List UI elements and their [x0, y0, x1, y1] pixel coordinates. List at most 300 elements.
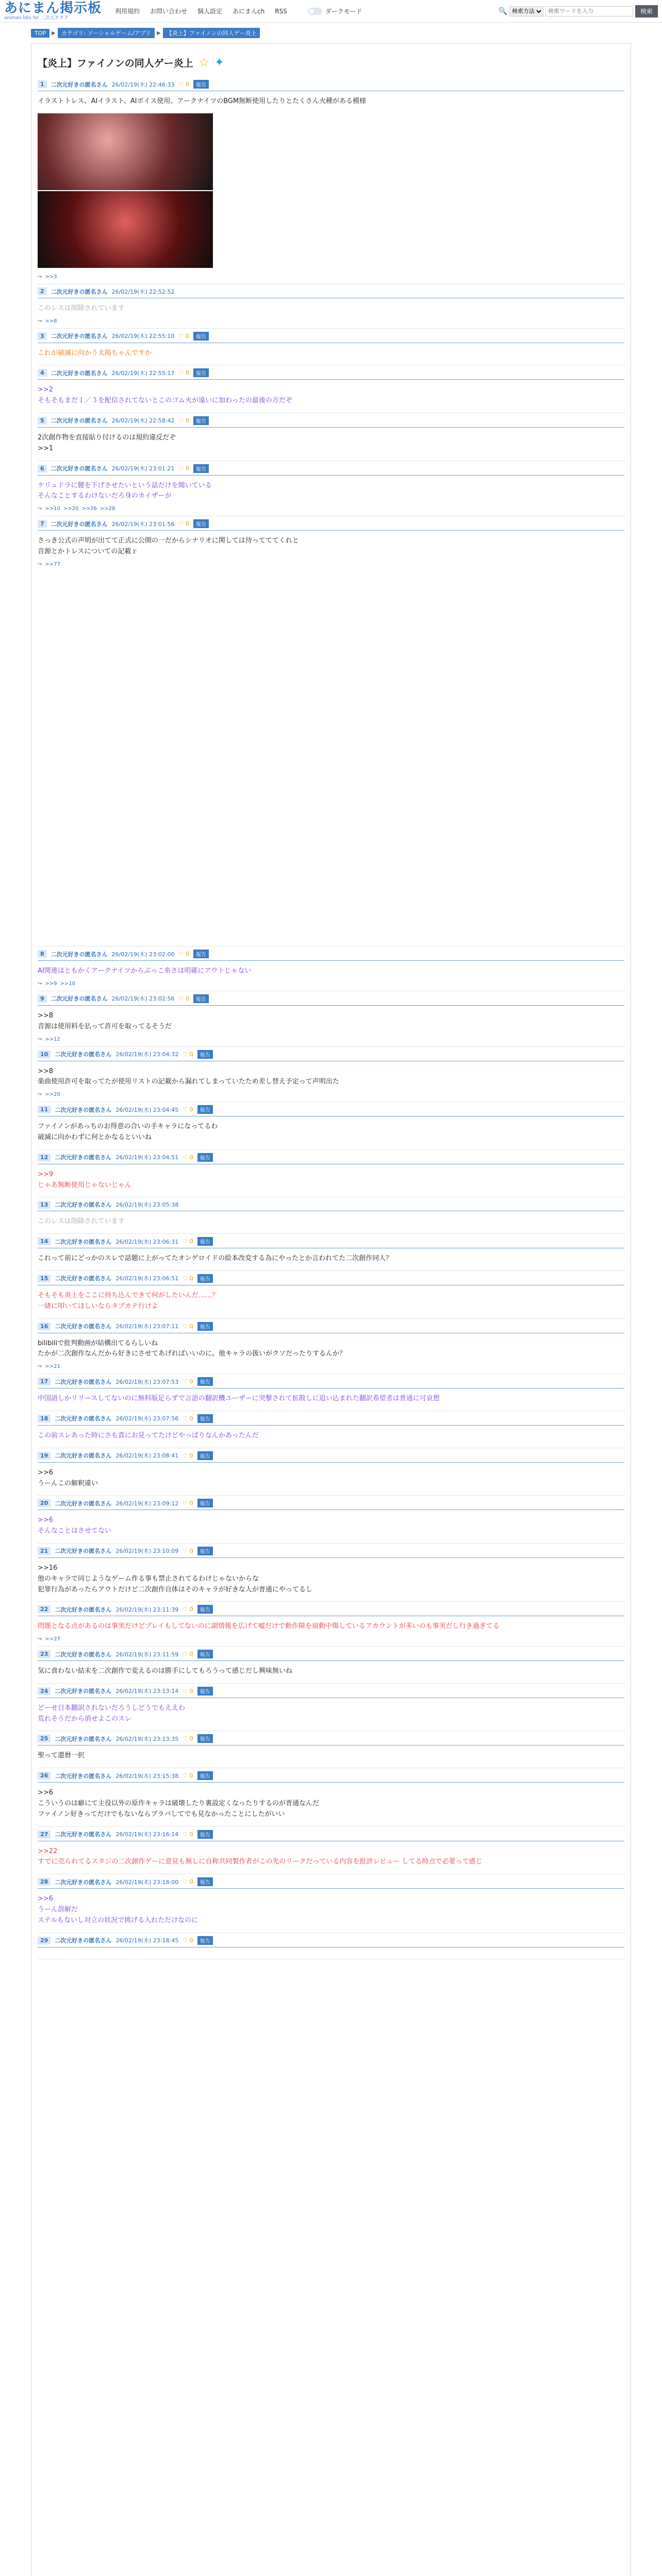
- post-number[interactable]: 11: [38, 1106, 51, 1113]
- heart-icon: ♡: [183, 1547, 188, 1554]
- post-date: 26/02/19(木) 23:04:45: [115, 1106, 179, 1113]
- post-23: [38, 1647, 624, 1684]
- post-5: [38, 413, 624, 461]
- report-button[interactable]: 報告: [197, 1771, 213, 1780]
- dark-mode-switch[interactable]: [308, 8, 322, 15]
- post-body: このレスは削除されています: [38, 1217, 125, 1226]
- post-number[interactable]: 24: [38, 1687, 51, 1695]
- nav-animanch[interactable]: あにまんch: [233, 8, 265, 15]
- post-date: 26/02/19(木) 23:11:59: [115, 1651, 179, 1658]
- post-number[interactable]: 17: [38, 1378, 51, 1385]
- post-meta: [38, 1274, 624, 1285]
- search-area: [499, 5, 658, 18]
- good-button[interactable]: [183, 1548, 193, 1554]
- post-number[interactable]: 22: [38, 1605, 51, 1613]
- report-button[interactable]: 報告: [197, 1050, 213, 1059]
- heart-icon: ♡: [183, 1687, 188, 1694]
- good-count: 0: [189, 1050, 193, 1058]
- post-meta: [38, 332, 624, 343]
- post-body: どーせ日本翻訳されないだろうしどうでもええわ 荒れそうだから消せよこのスレ: [38, 1704, 186, 1723]
- good-button[interactable]: [183, 1378, 193, 1385]
- post-number[interactable]: 3: [38, 332, 47, 340]
- post-29: [38, 1933, 624, 1959]
- post-meta: [38, 994, 624, 1006]
- nav-contact[interactable]: お問い合わせ: [150, 8, 188, 15]
- reply-link[interactable]: >>12: [45, 1036, 60, 1042]
- heart-icon: ♡: [183, 1831, 188, 1838]
- post-date: 26/02/19(木) 23:08:41: [115, 1452, 179, 1460]
- post-body: >>6 そんなことはさせてない: [38, 1516, 112, 1535]
- post-meta: [38, 1237, 624, 1248]
- post-date: 26/02/19(木) 23:06:51: [115, 1275, 179, 1282]
- post-12: [38, 1150, 624, 1198]
- report-button[interactable]: 報告: [193, 950, 209, 958]
- breadcrumb-thread[interactable]: 【炎上】ファイノンの同人ゲー炎上: [163, 28, 260, 38]
- post-body: ケリュドラに腰を下げさせたいという話だけを聞いている そんなことするわけないだろ身のカイザーが: [38, 481, 212, 500]
- heart-icon: ♡: [183, 1154, 188, 1161]
- post-number[interactable]: 19: [38, 1452, 51, 1460]
- post-body: これって前にどっかのスレで話題に上がってたオンゲロイドの絵本改変する為にやったとか言われてた二次創作同人？: [38, 1255, 393, 1263]
- search-icon: 🔍: [498, 7, 507, 15]
- post-16: [38, 1319, 624, 1375]
- reply-link[interactable]: >>77: [45, 561, 60, 567]
- reply-icon: ↪: [38, 561, 42, 567]
- post-number[interactable]: 6: [38, 465, 47, 472]
- report-button[interactable]: 報告: [197, 1650, 213, 1658]
- poster-name: 二次元好きの匿名さん: [55, 1452, 112, 1460]
- heart-icon: ♡: [178, 995, 184, 1002]
- good-button[interactable]: [183, 1415, 193, 1422]
- post-date: 26/02/19(木) 23:10:09: [115, 1548, 179, 1555]
- report-button[interactable]: 報告: [197, 1877, 213, 1886]
- post-body: [38, 1947, 624, 1955]
- report-button[interactable]: 報告: [197, 1274, 213, 1283]
- report-button[interactable]: 報告: [197, 1451, 213, 1460]
- breadcrumb-top[interactable]: TOP: [31, 29, 49, 38]
- poster-name: 二次元好きの匿名さん: [55, 1106, 112, 1113]
- good-button[interactable]: [179, 520, 189, 527]
- post-date: 26/02/19(木) 22:55:17: [111, 369, 175, 377]
- thread-title-row: [38, 44, 624, 77]
- good-button[interactable]: [183, 1735, 193, 1742]
- post-date: 26/02/19(木) 23:01:56: [111, 520, 175, 528]
- nav-terms[interactable]: 利用規約: [115, 8, 140, 15]
- reply-link[interactable]: >>8: [45, 318, 57, 324]
- post-number[interactable]: 25: [38, 1735, 51, 1742]
- good-button[interactable]: [179, 995, 189, 1002]
- poster-name: 二次元好きの匿名さん: [55, 1735, 112, 1742]
- reply-icon: ↪: [38, 1636, 42, 1642]
- chevron-right-icon: ▶: [157, 30, 161, 36]
- nav-settings[interactable]: 個人設定: [197, 8, 223, 15]
- search-button[interactable]: 検索: [635, 5, 658, 18]
- report-button[interactable]: 報告: [193, 416, 209, 425]
- post-number[interactable]: 29: [38, 1937, 51, 1944]
- good-count: 0: [189, 1415, 193, 1422]
- heart-icon: ♡: [183, 1415, 188, 1422]
- poster-name: 二次元好きの匿名さん: [55, 1548, 112, 1555]
- post-24: [38, 1684, 624, 1732]
- poster-name: 二次元好きの匿名さん: [55, 1772, 112, 1780]
- good-button[interactable]: [183, 1275, 193, 1282]
- post-meta: [38, 1322, 624, 1333]
- report-button[interactable]: 報告: [197, 1830, 213, 1839]
- post-date: 26/02/19(木) 23:16:14: [115, 1831, 179, 1838]
- poster-name: 二次元好きの匿名さん: [51, 417, 108, 425]
- good-count: 0: [189, 1547, 193, 1554]
- heart-icon: ♡: [183, 1937, 188, 1944]
- post-meta: [38, 1377, 624, 1388]
- reply-link[interactable]: >>26: [81, 506, 97, 512]
- post-body: bilibiliで批判動画が結構出てるらしいね たかが二次創作なんだから好きにさせてあげればいいのに。他キャラの扱いがクソだったりするんか？: [38, 1339, 346, 1358]
- poster-name: 二次元好きの匿名さん: [55, 1651, 112, 1658]
- poster-name: 二次元好きの匿名さん: [51, 465, 108, 472]
- good-button[interactable]: [183, 1831, 193, 1838]
- post-22: [38, 1602, 624, 1647]
- heart-icon: ♡: [183, 1772, 188, 1780]
- good-count: 0: [189, 1651, 193, 1658]
- post-meta: [38, 1734, 624, 1745]
- post-list: [38, 77, 624, 1959]
- good-button[interactable]: [183, 1500, 193, 1506]
- post-4: [38, 365, 624, 413]
- poster-name: 二次元好きの匿名さん: [51, 369, 108, 377]
- good-button[interactable]: [179, 81, 189, 88]
- post-date: 26/02/19(木) 23:11:39: [115, 1606, 179, 1613]
- post-meta: [38, 1547, 624, 1558]
- report-button[interactable]: 報告: [197, 1237, 213, 1246]
- reply-link[interactable]: >>9: [45, 980, 57, 987]
- dark-mode-label: ダークモード: [325, 8, 362, 15]
- reply-icon: ↪: [38, 506, 42, 512]
- post-number[interactable]: 16: [38, 1323, 51, 1330]
- breadcrumb-category[interactable]: カテゴリ: ソーシャルゲーム/アプリ: [58, 28, 155, 38]
- post-number[interactable]: 2: [38, 287, 47, 295]
- reply-link[interactable]: >>21: [45, 1364, 60, 1370]
- reply-icon: ↪: [38, 1092, 42, 1098]
- reply-links: [38, 272, 624, 280]
- post-number[interactable]: 9: [38, 995, 47, 1003]
- header-nav: [115, 7, 362, 15]
- poster-name: 二次元好きの匿名さん: [51, 333, 108, 340]
- post-15: [38, 1271, 624, 1319]
- heart-icon: ♡: [178, 81, 184, 88]
- reply-link[interactable]: >>20: [45, 1092, 60, 1098]
- post-meta: [38, 1105, 624, 1116]
- good-button[interactable]: [179, 333, 189, 340]
- post-meta: [38, 1877, 624, 1889]
- post-body: >>2 そもそもまだ１／３を配信されてないとこのゴム火が遠いに加わったの最後の方だぞ: [38, 386, 292, 405]
- heart-icon: ♡: [183, 1275, 188, 1282]
- post-25: [38, 1731, 624, 1768]
- favorite-star-icon[interactable]: ☆: [198, 55, 210, 70]
- good-count: 0: [189, 1106, 193, 1113]
- post-number[interactable]: 8: [38, 950, 47, 958]
- poster-name: 二次元好きの匿名さん: [55, 1500, 112, 1507]
- post-number[interactable]: 20: [38, 1499, 51, 1507]
- good-count: 0: [189, 1275, 193, 1282]
- heart-icon: ♡: [178, 951, 184, 958]
- post-image[interactable]: [38, 113, 213, 268]
- search-input[interactable]: [545, 6, 633, 16]
- post-meta: [38, 1200, 624, 1211]
- post-date: 26/02/19(木) 22:55:10: [111, 333, 175, 340]
- post-body: >>9 じゃあ無断使用じゃないじゃん: [38, 1170, 132, 1189]
- post-meta: [38, 287, 624, 298]
- good-button[interactable]: [183, 1051, 193, 1058]
- good-button[interactable]: [183, 1651, 193, 1657]
- good-count: 0: [189, 1878, 193, 1886]
- post-image-2[interactable]: [38, 191, 213, 268]
- reply-link[interactable]: >>10: [60, 980, 75, 987]
- site-logo[interactable]: [4, 2, 102, 21]
- search-method-select[interactable]: [509, 6, 543, 16]
- post-body: >>22 すでに売られてるスタジの二次創作ゲーに意見も無しに自称共同製作者がこの先のリークだっている内容を批評レビュー してる時点で必要って感じ: [38, 1847, 483, 1866]
- poster-name: 二次元好きの匿名さん: [55, 1051, 112, 1058]
- dark-mode-toggle[interactable]: [308, 7, 362, 15]
- good-count: 0: [185, 951, 189, 958]
- post-body: 中国語しかリリースしてないのに無料版足らずで言語の翻訳機ユーザーに突撃されて拡散しに追い込まれた翻訳希望者は普通に可哀想: [38, 1395, 440, 1403]
- report-button[interactable]: 報告: [197, 1322, 213, 1331]
- post-body: >>6 こういうのは癖にて主役以外の原作キャラは破壊したり裏設定くなったりするのが普通なんだ ファイノン好きってだけでもないならブラバしてでも見なかったことにしたがいい: [38, 1789, 320, 1818]
- heart-icon: ♡: [178, 465, 184, 472]
- post-19: [38, 1448, 624, 1496]
- post-number[interactable]: 28: [38, 1878, 51, 1886]
- poster-name: 二次元好きの匿名さん: [55, 1831, 112, 1838]
- post-1: [38, 77, 624, 284]
- poster-name: 二次元好きの匿名さん: [51, 520, 108, 528]
- chevron-right-icon: ▶: [52, 30, 56, 36]
- post-17: [38, 1374, 624, 1411]
- thread-title: 【炎上】ファイノンの同人ゲー炎上: [38, 57, 193, 69]
- reply-icon: ↪: [38, 318, 42, 324]
- poster-name: 二次元好きの匿名さん: [55, 1323, 112, 1330]
- reply-links: [38, 1090, 624, 1097]
- post-meta: [38, 416, 624, 428]
- post-body: これが破滅に向かう太陽ちゃんですか: [38, 349, 152, 357]
- report-button[interactable]: 報告: [197, 1605, 213, 1614]
- good-button[interactable]: [183, 1688, 193, 1694]
- reply-links: [38, 1634, 624, 1642]
- reply-link[interactable]: >>3: [45, 274, 57, 280]
- post-13: [38, 1197, 624, 1234]
- post-26: [38, 1768, 624, 1826]
- good-count: 0: [189, 1323, 193, 1330]
- report-button[interactable]: 報告: [197, 1153, 213, 1162]
- good-count: 0: [189, 1606, 193, 1613]
- post-number[interactable]: 13: [38, 1201, 51, 1209]
- post-number[interactable]: 21: [38, 1547, 51, 1555]
- good-count: 0: [189, 1831, 193, 1838]
- report-button[interactable]: 報告: [197, 1687, 213, 1696]
- top-bar: [0, 0, 662, 23]
- heart-icon: ♡: [178, 520, 184, 528]
- poster-name: 二次元好きの匿名さん: [55, 1275, 112, 1282]
- post-meta: [38, 1050, 624, 1061]
- poster-name: 二次元好きの匿名さん: [55, 1606, 112, 1613]
- reply-icon: ↪: [38, 980, 42, 987]
- report-button[interactable]: 報告: [193, 80, 209, 89]
- post-meta: [38, 1687, 624, 1698]
- reply-links: [38, 1035, 624, 1042]
- good-button[interactable]: [179, 417, 189, 424]
- heart-icon: ♡: [183, 1606, 188, 1613]
- post-number[interactable]: 10: [38, 1050, 51, 1058]
- good-count: 0: [189, 1154, 193, 1161]
- poster-name: 二次元好きの匿名さん: [55, 1878, 112, 1886]
- good-button[interactable]: [183, 1154, 193, 1161]
- post-date: 26/02/19(木) 23:18:45: [115, 1937, 179, 1944]
- good-count: 0: [185, 520, 189, 528]
- post-date: 26/02/19(木) 23:02:00: [111, 951, 175, 958]
- post-meta: [38, 1451, 624, 1463]
- post-number[interactable]: 23: [38, 1650, 51, 1658]
- report-button[interactable]: 報告: [193, 994, 209, 1003]
- post-21: [38, 1544, 624, 1602]
- report-button[interactable]: 報告: [193, 464, 209, 473]
- report-button[interactable]: 報告: [197, 1734, 213, 1743]
- reply-link[interactable]: >>28: [100, 506, 115, 512]
- post-body: この前スレあった時にさも責にお見ってたけどやっぱりなんかあったんだ: [38, 1431, 259, 1439]
- good-button[interactable]: [183, 1878, 193, 1885]
- heart-icon: ♡: [183, 1050, 188, 1058]
- reply-link[interactable]: >>10: [45, 506, 60, 512]
- good-button[interactable]: [183, 1452, 193, 1459]
- post-body: 問題となる点があるのは事実だけどプレイもしてないのに副情報を広げて嘘だけで動作障を扇動中傷しているアカウントが多いのも事実だし行き過ぎてる: [38, 1622, 500, 1631]
- post-body: ファイノンがあっちのお得意の合いの手キャラになってるわ 破滅に向かわずに何とかなるといいね: [38, 1123, 218, 1141]
- heart-icon: ♡: [183, 1500, 188, 1507]
- post-9: [38, 991, 624, 1047]
- heart-icon: ♡: [183, 1238, 188, 1245]
- post-date: 26/02/19(木) 23:13:35: [115, 1735, 179, 1742]
- post-date: 26/02/19(木) 22:58:42: [111, 417, 175, 425]
- post-date: 26/02/19(木) 23:06:31: [115, 1238, 179, 1245]
- reply-icon: ↪: [38, 274, 42, 280]
- post-number[interactable]: 18: [38, 1415, 51, 1422]
- nav-rss[interactable]: RSS: [275, 7, 287, 15]
- post-date: 26/02/19(木) 23:02:56: [111, 995, 175, 1003]
- poster-name: 二次元好きの匿名さん: [55, 1201, 112, 1209]
- heart-icon: ♡: [183, 1651, 188, 1658]
- report-button[interactable]: 報告: [193, 332, 209, 341]
- twitter-share-icon[interactable]: ✦: [214, 56, 224, 69]
- post-meta: [38, 950, 624, 961]
- post-10: [38, 1047, 624, 1103]
- heart-icon: ♡: [183, 1735, 188, 1742]
- good-count: 0: [185, 417, 189, 424]
- good-button[interactable]: [179, 951, 189, 957]
- post-body: 聖って還暦一択: [38, 1752, 85, 1760]
- good-count: 0: [189, 1378, 193, 1385]
- good-button[interactable]: [183, 1772, 193, 1779]
- good-button[interactable]: [183, 1106, 193, 1113]
- good-count: 0: [185, 332, 189, 340]
- poster-name: 二次元好きの匿名さん: [51, 288, 108, 295]
- post-body: さっき公式の声明が出てて正式に公開の一だからシナリオに関しては待ってててくれと 音源とかトレスについての記載ｒ: [38, 537, 299, 555]
- report-button[interactable]: 報告: [197, 1414, 213, 1423]
- report-button[interactable]: 報告: [197, 1377, 213, 1386]
- heart-icon: ♡: [183, 1323, 188, 1330]
- good-button[interactable]: [183, 1238, 193, 1245]
- good-count: 0: [185, 995, 189, 1002]
- post-meta: [38, 1830, 624, 1841]
- poster-name: 二次元好きの匿名さん: [55, 1238, 112, 1245]
- post-11: [38, 1102, 624, 1150]
- site-logo-text[interactable]: あにまん掲示板: [4, 1, 102, 16]
- good-button[interactable]: [179, 465, 189, 472]
- report-button[interactable]: 報告: [197, 1936, 213, 1945]
- site-logo-sub: animan bbs for 二次元オタク: [4, 15, 69, 21]
- heart-icon: ♡: [183, 1452, 188, 1459]
- poster-name: 二次元好きの匿名さん: [51, 81, 108, 88]
- post-meta: [38, 519, 624, 531]
- post-number[interactable]: 5: [38, 417, 47, 425]
- reply-links: [38, 1362, 624, 1369]
- post-body: >>8 音源は使用料を払って許可を取ってるそうだ: [38, 1011, 172, 1030]
- poster-name: 二次元好きの匿名さん: [51, 951, 108, 958]
- report-button[interactable]: 報告: [193, 368, 209, 377]
- post-body: 2次創作物を直接貼り付けるのは規約違反だぞ >>1: [38, 433, 176, 452]
- post-meta: [38, 368, 624, 380]
- post-body: >>6 うーん誤解だ ステルもないし対立の状況で挑げる入れただけなのに: [38, 1895, 198, 1924]
- report-button[interactable]: 報告: [197, 1547, 213, 1555]
- post-date: 26/02/19(木) 22:52:52: [111, 288, 175, 295]
- post-2: [38, 284, 624, 329]
- good-button[interactable]: [183, 1937, 193, 1944]
- post-date: 26/02/19(木) 23:13:14: [115, 1688, 179, 1695]
- good-count: 0: [185, 369, 189, 377]
- post-meta: [38, 1499, 624, 1510]
- post-number[interactable]: 4: [38, 369, 47, 377]
- post-date: 26/02/19(木) 23:04:51: [115, 1154, 179, 1161]
- reply-links: [38, 316, 624, 324]
- post-number[interactable]: 26: [38, 1772, 51, 1780]
- reply-links: [38, 504, 624, 512]
- post-number[interactable]: 27: [38, 1831, 51, 1838]
- post-meta: [38, 80, 624, 91]
- post-28: [38, 1874, 624, 1933]
- post-meta: [38, 1414, 624, 1426]
- post-meta: [38, 1771, 624, 1783]
- post-number[interactable]: 15: [38, 1275, 51, 1282]
- reply-link[interactable]: >>20: [63, 506, 79, 512]
- post-number[interactable]: 12: [38, 1154, 51, 1161]
- post-18: [38, 1411, 624, 1448]
- post-number[interactable]: 7: [38, 520, 47, 528]
- reply-link[interactable]: >>27: [45, 1636, 60, 1642]
- reply-icon: ↪: [38, 1036, 42, 1042]
- poster-name: 二次元好きの匿名さん: [55, 1378, 112, 1385]
- report-button[interactable]: 報告: [197, 1499, 213, 1507]
- good-button[interactable]: [179, 369, 189, 376]
- report-button[interactable]: 報告: [197, 1105, 213, 1114]
- post-image-1[interactable]: [38, 113, 213, 190]
- post-date: 26/02/19(木) 23:07:11: [115, 1323, 179, 1330]
- post-date: 26/02/19(木) 23:09:12: [115, 1500, 179, 1507]
- post-number[interactable]: 14: [38, 1238, 51, 1245]
- post-number[interactable]: 1: [38, 80, 47, 88]
- report-button[interactable]: 報告: [193, 519, 209, 528]
- reply-links: [38, 979, 624, 987]
- good-button[interactable]: [183, 1606, 193, 1613]
- good-button[interactable]: [183, 1323, 193, 1330]
- post-body: >>6 うーんこの解釈違い: [38, 1468, 98, 1487]
- post-8: [38, 946, 624, 991]
- heart-icon: ♡: [183, 1878, 188, 1886]
- good-count: 0: [185, 81, 189, 88]
- post-date: 26/02/19(木) 23:05:38: [115, 1201, 179, 1209]
- post-body: このレスは削除されています: [38, 304, 125, 312]
